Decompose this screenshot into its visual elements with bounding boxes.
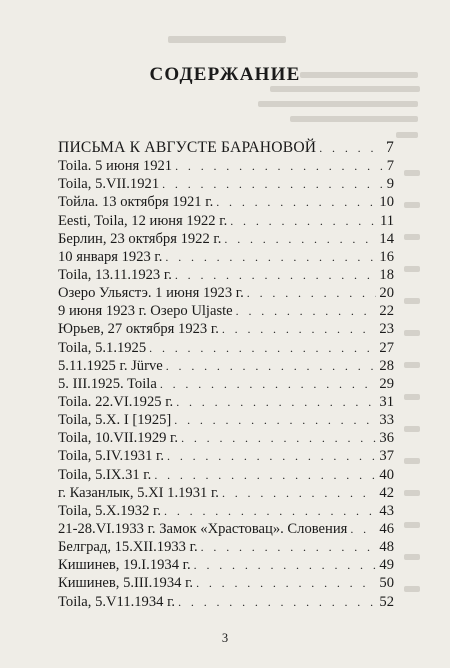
toc-entry-title: Toila. 22.VI.1925 г. bbox=[58, 393, 174, 410]
toc-entry-page-number: 33 bbox=[379, 412, 394, 429]
toc-entry-page-number: 7 bbox=[386, 139, 394, 156]
toc-entry-title: Озеро Ульястэ. 1 июня 1923 г. bbox=[58, 285, 244, 302]
toc-entry-page-number: 43 bbox=[379, 502, 394, 519]
toc-entry-page-number: 18 bbox=[379, 266, 394, 283]
toc-entry bbox=[58, 502, 394, 520]
toc-entry-title: 10 января 1923 г. bbox=[58, 248, 163, 265]
toc-entry-page-number: 22 bbox=[379, 303, 394, 320]
toc-entry bbox=[58, 574, 394, 592]
toc-entry-page-number: 50 bbox=[379, 575, 394, 592]
toc-entry-page-number: 29 bbox=[379, 375, 394, 392]
toc-dot-leader bbox=[222, 484, 376, 502]
toc-dot-leader bbox=[350, 520, 376, 538]
page-title: СОДЕРЖАНИЕ bbox=[149, 64, 301, 85]
toc-entry-title: Toila, 5.IX.31 г. bbox=[58, 466, 152, 483]
toc-entry-title: Toila, 5.X. I [1925] bbox=[58, 412, 172, 429]
toc-entry-title: ПИСЬМА К АВГУСТЕ БАРАНОВОЙ bbox=[58, 139, 317, 156]
toc-dot-leader bbox=[216, 193, 376, 211]
toc-entry-title: 5. III.1925. Toila bbox=[58, 375, 157, 392]
toc-entry bbox=[58, 484, 394, 502]
toc-dot-leader bbox=[181, 429, 376, 447]
toc-entry-page-number: 9 bbox=[386, 176, 394, 193]
toc-dot-leader bbox=[175, 266, 377, 284]
toc-dot-leader bbox=[167, 447, 376, 465]
toc-dot-leader bbox=[160, 375, 377, 393]
toc-entry bbox=[58, 466, 394, 484]
toc-entry-page-number: 16 bbox=[379, 248, 394, 265]
toc-entry bbox=[58, 266, 394, 284]
toc-entry bbox=[58, 593, 394, 611]
toc-entry-title: Кишинев, 19.I.1934 г. bbox=[58, 557, 191, 574]
toc-entry bbox=[58, 411, 394, 429]
toc-entry-title: Toila, 10.VII.1929 г. bbox=[58, 430, 179, 447]
toc-entry bbox=[58, 320, 394, 338]
toc-dot-leader bbox=[165, 248, 376, 266]
toc-dot-leader bbox=[194, 556, 377, 574]
toc-entry-page-number: 14 bbox=[379, 230, 394, 247]
toc-entry-page-number: 7 bbox=[386, 158, 394, 175]
toc-entry-page-number: 28 bbox=[379, 357, 394, 374]
toc-dot-leader bbox=[175, 157, 384, 175]
toc-entry bbox=[58, 212, 394, 230]
toc-dot-leader bbox=[162, 175, 384, 193]
toc-entry-page-number: 36 bbox=[379, 430, 394, 447]
toc-entry-page-number: 52 bbox=[379, 593, 394, 610]
toc-entry-title: Toila, 13.11.1923 г. bbox=[58, 266, 172, 283]
toc-entry bbox=[58, 284, 394, 302]
toc-dot-leader bbox=[154, 466, 376, 484]
toc-entry-title: 21-28.VI.1933 г. Замок «Храстовац». Словения bbox=[58, 520, 348, 537]
toc-entry-title: Белград, 15.XII.1933 г. bbox=[58, 539, 198, 556]
toc-dot-leader bbox=[196, 574, 376, 592]
toc-entry-page-number: 42 bbox=[379, 484, 394, 501]
toc-entry-title: Toila. 5 июня 1921 bbox=[58, 158, 173, 175]
toc-entry bbox=[58, 375, 394, 393]
toc-dot-leader bbox=[230, 212, 377, 230]
toc-entry-title: Тойла. 13 октября 1921 г. bbox=[58, 194, 214, 211]
toc-dot-leader bbox=[201, 538, 377, 556]
toc-entry-page-number: 37 bbox=[379, 448, 394, 465]
toc-entry-page-number: 49 bbox=[379, 557, 394, 574]
toc-entry-page-number: 31 bbox=[379, 393, 394, 410]
toc-entry-page-number: 48 bbox=[379, 539, 394, 556]
toc-dot-leader bbox=[224, 230, 376, 248]
toc-entry-title: Toila, 5.VII.1921 bbox=[58, 176, 160, 193]
toc-entry bbox=[58, 393, 394, 411]
toc-entry-title: Кишинев, 5.III.1934 г. bbox=[58, 575, 194, 592]
toc-entry bbox=[58, 157, 394, 175]
toc-entry-title: Toila, 5.1.1925 bbox=[58, 339, 147, 356]
toc-dot-leader bbox=[178, 593, 376, 611]
toc-dot-leader bbox=[174, 411, 376, 429]
toc-dot-leader bbox=[222, 320, 377, 338]
toc-entry bbox=[58, 302, 394, 320]
toc-entry-page-number: 11 bbox=[379, 212, 394, 229]
toc-entry-page-number: 46 bbox=[379, 520, 394, 537]
toc-entry-title: Toila, 5.X.1932 г. bbox=[58, 502, 162, 519]
toc-entry bbox=[58, 520, 394, 538]
toc-entry-title: 5.11.1925 г. Jürve bbox=[58, 357, 163, 374]
toc-entry-page-number: 27 bbox=[379, 339, 394, 356]
toc-entry bbox=[58, 193, 394, 211]
toc-entry-page-number: 10 bbox=[379, 194, 394, 211]
toc-dot-leader bbox=[149, 339, 376, 357]
toc-entry bbox=[58, 339, 394, 357]
toc-entry-title: Toila, 5.V11.1934 г. bbox=[58, 593, 176, 610]
table-of-contents bbox=[58, 139, 394, 611]
toc-entry-page-number: 40 bbox=[379, 466, 394, 483]
toc-dot-leader bbox=[319, 139, 383, 157]
page-number: 3 bbox=[221, 631, 229, 645]
toc-entry bbox=[58, 429, 394, 447]
toc-dot-leader bbox=[236, 302, 377, 320]
toc-entry bbox=[58, 230, 394, 248]
toc-entry-page-number: 23 bbox=[379, 321, 394, 338]
toc-entry-title: Юрьев, 27 октября 1923 г. bbox=[58, 321, 219, 338]
toc-entry bbox=[58, 175, 394, 193]
toc-dot-leader bbox=[247, 284, 377, 302]
toc-entry-title: Toila, 5.IV.1931 г. bbox=[58, 448, 165, 465]
toc-dot-leader bbox=[176, 393, 376, 411]
toc-dot-leader bbox=[166, 357, 377, 375]
toc-entry-title: 9 июня 1923 г. Озеро Uljaste bbox=[58, 303, 233, 320]
toc-entry-page-number: 20 bbox=[379, 285, 394, 302]
toc-entry bbox=[58, 447, 394, 465]
toc-entry-title: Берлин, 23 октября 1922 г. bbox=[58, 230, 222, 247]
toc-entry-title: г. Казанлык, 5.XI 1.1931 г. bbox=[58, 484, 219, 501]
toc-section-heading bbox=[58, 139, 394, 157]
toc-entry bbox=[58, 538, 394, 556]
toc-entry bbox=[58, 357, 394, 375]
toc-entry-title: Eesti, Toila, 12 июня 1922 г. bbox=[58, 212, 228, 229]
toc-entry bbox=[58, 248, 394, 266]
toc-entry bbox=[58, 556, 394, 574]
toc-dot-leader bbox=[164, 502, 376, 520]
